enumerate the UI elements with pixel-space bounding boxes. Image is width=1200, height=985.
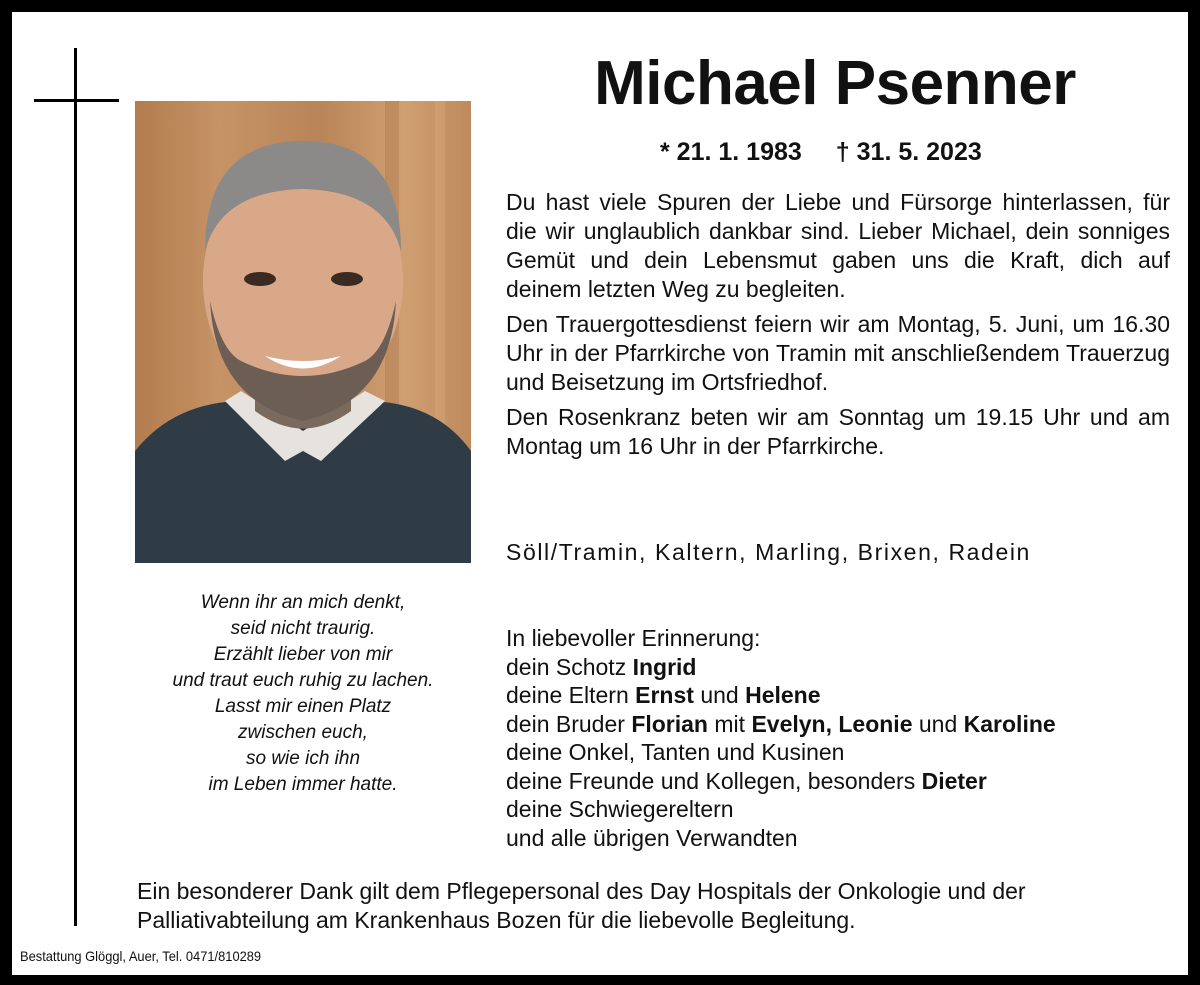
main-text — [506, 188, 1170, 467]
mourner-name: Karoline — [963, 710, 1056, 737]
quote-line: Erzählt lieber von mir — [213, 644, 393, 665]
cross-horizontal-bar — [34, 99, 119, 102]
places-line: Söll/Tramin, Kaltern, Marling, Brixen, Radein — [506, 539, 1031, 565]
quote-line: zwischen euch, — [238, 722, 368, 743]
mourner-row — [506, 710, 1196, 739]
thanks-note: Ein besonderer Dank gilt dem Pflegepersonal des Day Hospitals der Onkologie und der Palliativabteilung am Krankenhaus Bozen für die liebevolle Begleitung. — [137, 878, 1026, 933]
mourner-relation: deine Freunde und Kollegen, besonders — [506, 767, 922, 794]
mourner-conjunction: mit — [707, 710, 752, 737]
portrait-photo — [135, 101, 471, 563]
mourner-row — [506, 653, 1196, 682]
death-date: † 31. 5. 2023 — [835, 138, 982, 166]
mourners-list — [506, 624, 1196, 852]
mourner-relation: deine Eltern — [506, 682, 636, 708]
mourner-row — [506, 681, 1196, 710]
funeral-home-credit: Bestattung Glöggl, Auer, Tel. 0471/810289 — [20, 948, 262, 964]
life-dates — [660, 136, 982, 168]
mourner-name: Ingrid — [632, 653, 697, 680]
mourner-conjunction: und — [912, 710, 964, 737]
mourner-name: Florian — [631, 710, 708, 737]
mourner-row: und alle übrigen Verwandten — [506, 824, 798, 851]
mourner-relation: dein Bruder — [506, 710, 632, 737]
tribute-paragraph: Du hast viele Spuren der Liebe und Fürsorge hinterlassen, für die wir unglaublich dankbar sind. Lieber Michael, dein sonniges Gemüt und dein Lebensmut gaben uns die Kraft, dich auf deinem letzten Weg zu begleiten. — [506, 189, 1170, 302]
quote-line: Wenn ihr an mich denkt, — [200, 592, 406, 613]
mourner-row: deine Onkel, Tanten und Kusinen — [506, 739, 845, 765]
rosary-paragraph: Den Rosenkranz beten wir am Sonntag um 19.15 Uhr und am Montag um 16 Uhr in der Pfarrkirche. — [506, 404, 1170, 459]
birth-date: * 21. 1. 1983 — [660, 138, 802, 166]
deceased-name: Michael Psenner — [594, 49, 1076, 118]
mourner-relation: dein Schotz — [506, 653, 633, 680]
mourner-conjunction: und — [693, 682, 746, 708]
mourner-row: deine Schwiegereltern — [506, 796, 734, 822]
quote-line: Lasst mir einen Platz — [214, 696, 392, 717]
mourner-name: Evelyn, Leonie — [751, 710, 913, 737]
mourner-name: Ernst — [635, 682, 694, 708]
mourner-name: Helene — [745, 682, 821, 708]
mourner-row — [506, 767, 1196, 796]
memorial-quote — [135, 590, 471, 798]
mourner-name: Dieter — [921, 767, 987, 794]
funeral-service-paragraph: Den Trauergottesdienst feiern wir am Montag, 5. Juni, um 16.30 Uhr in der Pfarrkirche von Tramin mit anschließendem Trauerzug und Beisetzung im Ortsfriedhof. — [506, 311, 1170, 395]
quote-line: so wie ich ihn — [245, 748, 361, 769]
mourners-intro: In liebevoller Erinnerung: — [506, 625, 761, 651]
quote-line: seid nicht traurig. — [230, 618, 376, 639]
quote-line: und traut euch ruhig zu lachen. — [172, 670, 434, 691]
quote-line: im Leben immer hatte. — [208, 774, 398, 795]
cross-vertical-bar — [74, 48, 77, 926]
